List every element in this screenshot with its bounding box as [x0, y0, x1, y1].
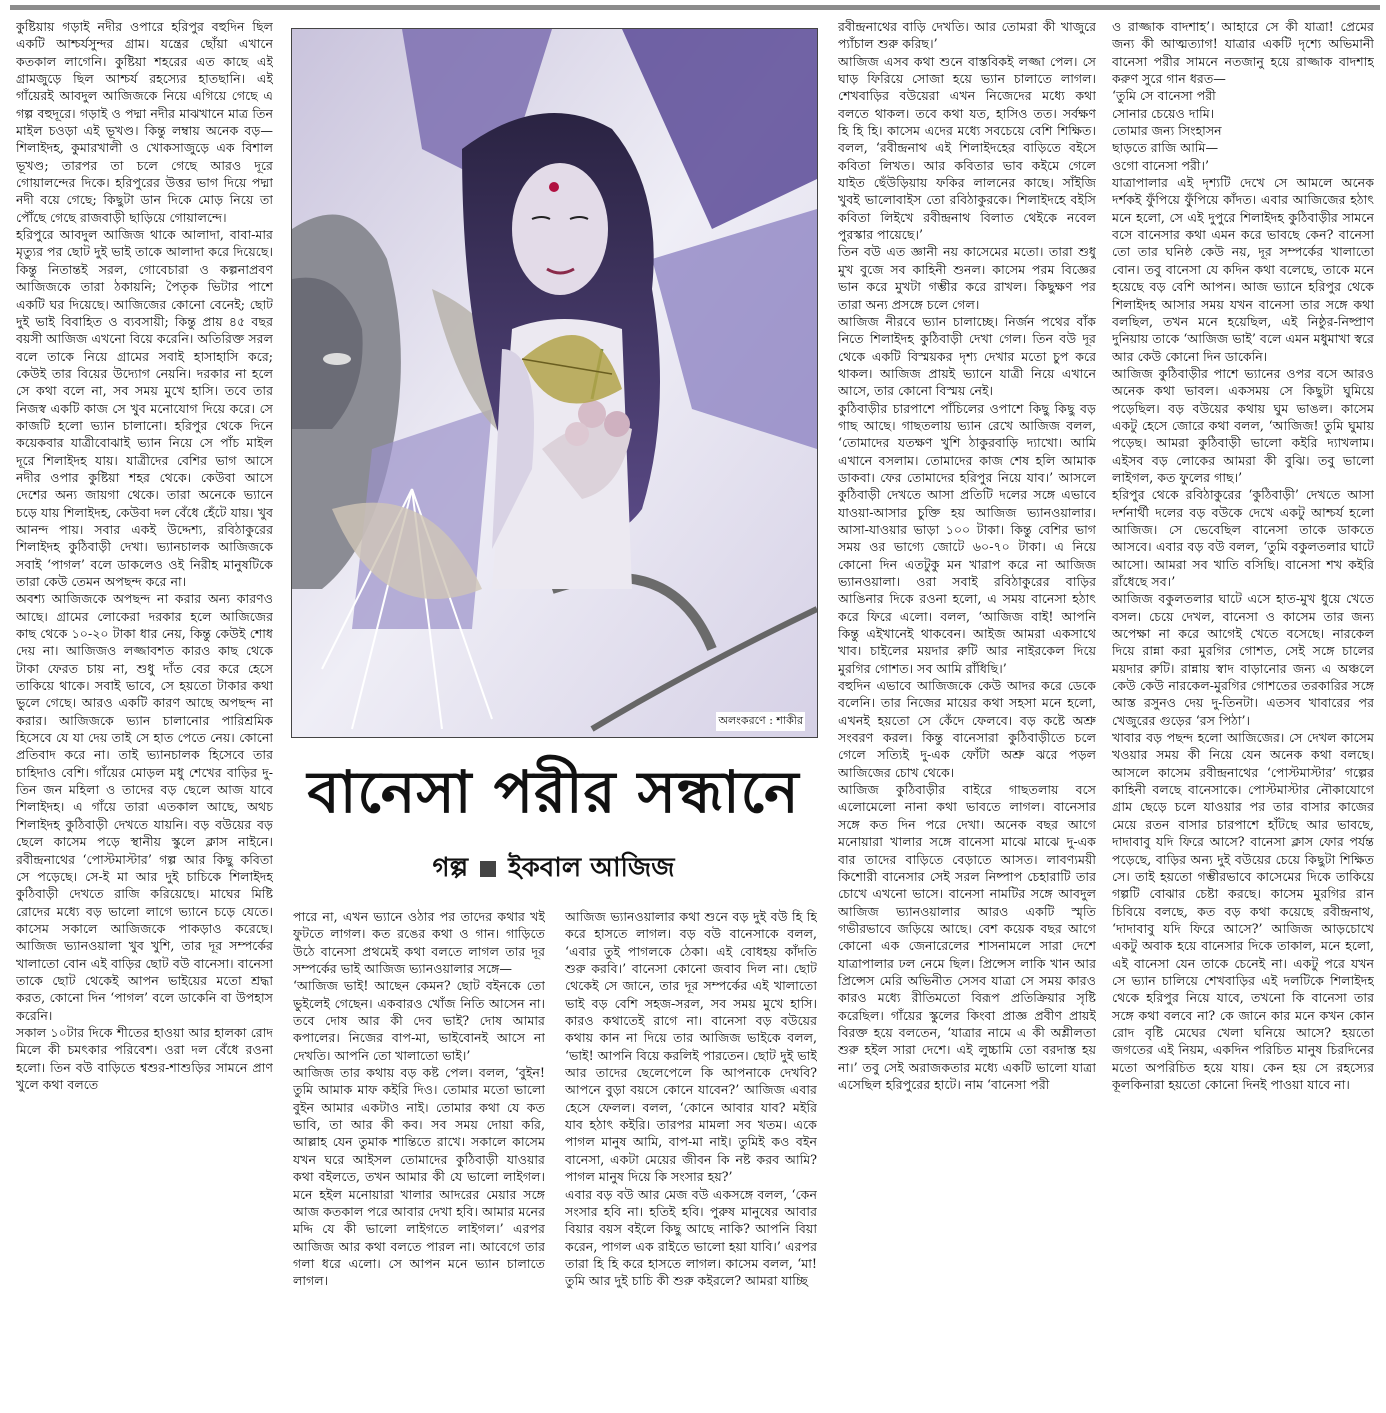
paragraph: কুঠিবাড়ীর চারপাশে পাঁচিলের ওপাশে কিছু কিছু বড় গাছ আছে। গাছতলায় ভ্যান রেখে আজিজ বলল, ‘তোমাদের যতক্ষণ খুশি ঠাকুরবাড়ি দ্যাখো। আমি এখানে বসলাম। তোমাদের কাজ শেষ হলি আমাক ডাকবা। ফের তোমাদের হরিপুর নিয়ে যাব।’ আসলে কুঠিবাড়ী দেখতে আসা প্রতিটি দলের সঙ্গে এভাবে যাওয়া-আসার চুক্তি হয় আজিজ ভ্যানওয়ালার। আসা-যাওয়ার ভাড়া ১০০ টাকা। কিন্তু বেশির ভাগ সময় ওর ভাগ্যে জোটে ৬০-৭০ টাকা। এ নিয়ে কোনো দিন এতটুকু মন খারাপ করে না আজিজ ভ্যানওয়ালা। ওরা সবাই রবিঠাকুরের বাড়ির আঙিনার দিকে রওনা হলো, এ সময় বানেসা হঠাৎ করে ফিরে এলো। বলল, ‘আজিজ বাই! আপনি কিন্তু এইখানেই থাকবেন। আইজ আমরা একসাথে খাব। চাইলের ময়দার রুটি আর নাইরকেল দিয়ে মুরগির গোশত। সব আমি রাঁধিছি।’: [838, 400, 1096, 676]
paragraph: ও রাজ্জাক বাদশাহ’। আহারে সে কী যাত্রা! প্রেমের জন্য কী আত্মত্যাগ! যাত্রার একটি দৃশ্যে অভিমানী বানেসা পরীর সামনে নতজানু হয়ে রাজ্জাক বাদশাহ করুণ সুরে গান ধরত—: [1112, 19, 1374, 87]
paragraph: আজিজ কুঠিবাড়ীর পাশে ভ্যানের ওপর বসে আরও অনেক কথা ভাবল। একসময় সে কিছুটা ঘুমিয়ে পড়েছিল। বড় বউয়ের কথায় ঘুম ভাঙল। কাসেম একটু হেসে জোরে কথা বলল, ‘আজিজ! তুমি ঘুমায় পড়েছ। আমরা কুঠিবাড়ী ভালো কইরি দ্যাখলাম। এইসব বড় লোকের আমরা কী বুঝি। তবু ভালো লাইগল, কত ফুলের গাছ।’: [1112, 365, 1374, 485]
story-author: ইকবাল আজিজ: [508, 853, 675, 883]
paragraph: রবীন্দ্রনাথের বাড়ি দেখতি। আর তোমরা কী খাজুরে প্যাঁচাল শুরু করিছ।’: [838, 19, 1096, 52]
paragraph: আজিজ ভ্যানওয়ালার কথা শুনে বড় দুই বউ হি হি করে হাসতে লাগল। বড় বউ বানেসাকে বলল, ‘এবার তুই পাগলকে ঠেকা। এই বোধহয় কাঁদতি শুরু করবি।’ বানেসা কোনো জবাব দিল না। ছোট থেকেই সে জানে, তার দূর সম্পর্কের এই খালাতো ভাই বড় বেশি সহজ-সরল, সব সময় মুখে হাসি। কারও কথাতেই রাগে না। বানেসা বড় বউয়ের কথায় কান না দিয়ে তার আজিজ ভাইকে বলল, ‘ভাই! আপনি বিয়ে করলিই পারতেন। ছোট দুই ভাই আর তাদের ছেলেপেলে কি আপনাকে দেখবি? আপনে বুড়া বয়সে কোনে যাবেন?’ আজিজ এবার হেসে ফেলল। বলল, ‘কোনে আবার যাব? মইরি যাব হঠাৎ কইরি। তারপর মামলা সব খতম। একে পাগল মানুষ আমি, বাপ-মা নাই। তুমিই কও বইন বানেসা, একটা মেয়ের জীবন কি নষ্ট করব আমি? পাগল মানুষ দিয়ে কি সংসার হয়?’: [565, 909, 817, 1185]
paragraph: সোনার চেয়েও দামি।: [1112, 105, 1215, 121]
story-illustration: [291, 28, 818, 738]
paragraph: তিন বউ এত জ্ঞানী নয় কাসেমের মতো। তারা শুধু মুখ বুজে সব কাহিনী শুনল। কাসেম পরম বিজ্ঞের ভান করে মুখটা গম্ভীর করে রাখল। কিছুক্ষণ পর তারা অন্য প্রসঙ্গে চলে গেল।: [838, 244, 1096, 312]
paragraph: আজিজ বকুলতলার ঘাটে এসে হাত-মুখ ধুয়ে খেতে বসল। চেয়ে দেখল, বানেসা ও কাসেম তার জন্য অপেক্ষা না করে আগেই খেতে বসেছে। নারকেল দিয়ে রান্না করা মুরগির গোশত, সেই সঙ্গে চালের ময়দার রুটি। রান্নায় স্বাদ বাড়ানোর জন্য এ অঞ্চলে কেউ কেউ নারকেল-মুরগির গোশতের তরকারির সঙ্গে আস্ত রসুনও দেয় দু-তিনটা। এতসব খাবারের পর খেজুরের গুড়ের ‘রস পিঠা’।: [1112, 591, 1374, 728]
paragraph: কুষ্টিয়ায় গড়াই নদীর ওপারে হরিপুর বহুদিন ছিল একটি আশ্চর্যসুন্দর গ্রাম। যন্ত্রের ছোঁয়া এখানে কতকাল লাগেনি। কুষ্টিয়া শহরের এত কাছে এই গ্রামজুড়ে ছিল আশ্চর্য রহস্যের হাতছানি। এই গাঁয়েরই আবদুল আজিজকে নিয়ে এগিয়ে গেছে এ গল্প বহুদূরে। গড়াই ও পদ্মা নদীর মাঝখানে মাত্র তিন মাইল চওড়া এই ভূখণ্ড। কিন্তু লম্বায় অনেক বড়— শিলাইদহ, কুমারখালী ও খোকসাজুড়ে এক বিশাল ভূখণ্ড; তারপর তা চলে গেছে আরও দূরে গোয়ালন্দের দিকে। হরিপুরের উত্তর ভাগ দিয়ে পদ্মা নদী বয়ে গেছে; কিছুটা ডান দিকে মোড় নিয়ে তা পৌঁছে গেছে রাজবাড়ী ছাড়িয়ে গোয়ালন্দে।: [16, 19, 273, 225]
paragraph: তোমার জন্য সিংহাসন: [1112, 123, 1222, 139]
paragraph: আজিজ এসব কথা শুনে বাস্তবিকই লজ্জা পেল। সে ঘাড় ফিরিয়ে সোজা হয়ে ভ্যান চালাতে লাগল। শেখবাড়ির বউয়েরা এখন নিজেদের মধ্যে কথা বলতে থাকল। তবে কথা যত, হাসিও তত। সর্বক্ষণ হি হি হি। কাসেম এদের মধ্যে সবচেয়ে বেশি শিক্ষিত। বলল, ‘রবীন্দ্রনাথ এই শিলাইদহের বাড়িতে বইসে কবিতা লিখত। আর কবিতার ভাব কইমে গেলে যাইত ছেঁউড়িয়ায় ফকির লালনের কাছে। সাঁইজি খুবই ভালোবাইস তো রবিঠাকুরকে। শিলাইদহে বইসি কবিতা লিইখে রবীন্দ্রনাথ বিলাত থেইকে নবেল পুরস্কার পায়েছে।’: [838, 53, 1096, 243]
text-column-1: [16, 18, 273, 1406]
illustration-artwork: [292, 29, 817, 737]
paragraph: সকাল ১০টার দিকে শীতের হাওয়া আর হালকা রোদ মিলে কী চমৎকার পরিবেশ। ওরা দল বেঁধে রওনা হলো। তিন বউ বাড়িতে শ্বশুর-শাশুড়ির সামনে প্রাণ খুলে কথা বলতে: [16, 1024, 273, 1092]
text-column-3: [565, 908, 817, 1406]
paragraph: ওগো বানেসা পরী।’: [1112, 157, 1210, 173]
story-byline: [291, 848, 816, 888]
text-column-5: [1112, 18, 1374, 1406]
paragraph: ছাড়তে রাজি আমি—: [1112, 140, 1219, 156]
paragraph: হরিপুর থেকে রবিঠাকুরের ‘কুঠিবাড়ী’ দেখতে আসা দর্শনার্থী দলের বড় বউকে দেখে একটু আশ্চর্য হলো আজিজ। সে ভেবেছিল বানেসা তাকে ডাকতে আসবে। এবার বড় বউ বলল, ‘তুমি বকুলতলার ঘাটে আসো। আমরা সব খাতি বসিছি। বানেসা শখ কইরি রাঁধেছে সব।’: [1112, 487, 1374, 589]
paragraph: পারে না, এখন ভ্যানে ওঠার পর তাদের কথার খই ফুটতে লাগল। কত রঙের কথা ও গান। গাড়িতে উঠে বানেসা প্রথমেই কথা বলতে লাগল তার দূর সম্পর্কের ভাই আজিজ ভ্যানওয়ালার সঙ্গে—: [293, 909, 545, 977]
story-genre: গল্প: [432, 853, 469, 883]
paragraph: অবশ্য আজিজকে অপছন্দ না করার অন্য কারণও আছে। গ্রামের লোকেরা দরকার হলে আজিজের কাছ থেকে ১০-২০ টাকা ধার নেয়, কিন্তু কেউই শোধ দেয় না। আজিজও লজ্জাবশত কারও কাছ থেকে টাকা ফেরত চায় না, শুধু দাঁত বের করে হেসে তাকিয়ে থাকে। সবাই ভাবে, সে হয়তো টাকার কথা ভুলে গেছে। আরও একটি কারণ আছে অপছন্দ না করার। আজিজকে ভ্যান চালানোর পারিশ্রমিক হিসেবে যে যা দেয় তাই সে হাত পেতে নেয়। কোনো প্রতিবাদ করে না। তাই ভ্যানচালক হিসেবে তার চাহিদাও বেশি। গাঁয়ের মোড়ল মধু শেখের বাড়ির দু-তিন জন মহিলা ও তাদের বড় ছেলে আজ যাবে শিলাইদহ। এ গাঁয়ে তারা এতকাল আছে, অথচ শিলাইদহ কুঠিবাড়ী দেখতে যায়নি। বড় বউয়ের বড় ছেলে কাসেম পড়ে স্থানীয় স্কুলে ক্লাস নাইনে। রবীন্দ্রনাথের ‘পোস্টমাস্টার’ গল্প আর কিছু কবিতা সে পড়েছে। সে-ই মা আর দুই চাচিকে শিলাইদহ কুঠিবাড়ী দেখতে রাজি করিয়েছে। মাঘের মিষ্টি রোদের মধ্যে বড় ভালো লাগে ভ্যানে চড়ে যেতে। কাসেম সকালে আজিজকে পাকড়াও করেছে। আজিজ ভ্যানওয়ালা খুব খুশি, তার দূর সম্পর্কের খালাতো বোন এই বাড়ির ছোট বউ বানেসা। বানেসা তাকে ছোট থেকেই আপন ভাইয়ের মতো শ্রদ্ধা করত, কোনো দিন ‘পাগল’ বলে ডাকেনি বা উপহাস করেনি।: [16, 591, 273, 1023]
paragraph: বহুদিন এভাবে আজিজকে কেউ আদর করে ডেকে বলেনি। তার নিজের মায়ের কথা সহসা মনে হলো, এখনই হয়তো সে কেঁদে ফেলবে। বড় কষ্টে অশ্রু সংবরণ করল। কিন্তু বানেসারা কুঠিবাড়ীতে চলে গেলে সত্যিই দু-এক ফোঁটা অশ্রু ঝরে পড়ল আজিজের চোখ থেকে।: [838, 678, 1096, 780]
text-column-2: [293, 908, 545, 1406]
paragraph: আজিজ নীরবে ভ্যান চালাচ্ছে। নির্জন পথের বাঁক নিতে শিলাইদহ কুঠিবাড়ী দেখা গেল। তিন বউ দূর থেকে একটি বিস্ময়কর দৃশ্য দেখার মতো চুপ করে থাকল। আজিজ প্রায়ই ভ্যানে যাত্রী নিয়ে এখানে আসে, তার কোনো বিস্ময় নেই।: [838, 313, 1096, 399]
paragraph: আজিজ তার কথায় বড় কষ্ট পেল। বলল, ‘বুইন! তুমি আমাক মাফ কইরি দিও। তোমার মতো ভালো বুইন আমার একটাও নাই। তোমার কথা যে কত ভাবি, তা আর কী কব। সব সময় দোয়া করি, আল্লাহ যেন তুমাক শান্তিতে রাখে। সকালে কাসেম যখন ঘরে আইসল তোমাদের কুঠিবাড়ী যাওয়ার কথা বইলতে, তখন আমার কী যে ভালো লাইগল। মনে হইল মনোয়ারা খালার আদরের মেয়ার সঙ্গে আজ কতকাল পরে আবার দেখা হবি। আমার মনের মদ্দি যে কী ভালো লাইগতে লাইগল।’ এরপর আজিজ আর কথা বলতে পারল না। আবেগে তার গলা ধরে এলো। সে আপন মনে ভ্যান চালাতে লাগল।: [293, 1065, 545, 1289]
story-headline: বানেসা পরীর সন্ধানে: [307, 758, 800, 826]
paragraph: হরিপুরে আবদুল আজিজ থাকে আলাদা, বাবা-মার মৃত্যুর পর ছোট দুই ভাই তাকে আলাদা করে দিয়েছে। কিন্তু নিতান্তই সরল, গোবেচারা ও কল্পনাপ্রবণ আজিজকে তারা ঠকায়নি; পৈতৃক ভিটার পাশে একটি ঘর দিয়েছে। আজিজের কোনো বেনেই; ছোট দুই ভাই বিবাহিত ও ব্যবসায়ী; কিন্তু প্রায় ৪৫ বছর বয়সী আজিজ এখনো বিয়ে করেনি। অতিরিক্ত সরল বলে তাকে নিয়ে গ্রামের সবাই হাসাহাসি করে; কেউই তার বিয়ের উদ্যোগ নেয়নি। দরকার না হলে সে কথা বলে না, সব সময় মুখে হাসি। তবে তার নিজস্ব একটি কাজ সে খুব মনোযোগ দিয়ে করে। সে কাজটি হলো ভ্যান চালানো। হরিপুর থেকে দিনে কয়েকবার যাত্রীবোঝাই ভ্যান নিয়ে সে পাঁচ মাইল দূরে শিলাইদহ যায়। যাত্রীদের বেশির ভাগ আসে নদীর ওপার কুষ্টিয়া শহর থেকে। কেউবা আসে দেশের অন্য জায়গা থেকে। তারা অনেকে ভ্যানে চড়ে যায় শিলাইদহ, কেউবা দল বেঁধে হেঁটে যায়। খুব আনন্দ পায়। সবার একই উদ্দেশ্য, রবিঠাকুরের শিলাইদহ কুঠিবাড়ী দেখা। ভ্যানচালক আজিজকে সবাই ‘পাগল’ বলে ডাকলেও ওই নিরীহ মানুষটিকে তারা কেউ তেমন অপছন্দ করে না।: [16, 227, 273, 589]
paragraph: যাত্রাপালার এই দৃশ্যটি দেখে সে আমলে অনেক দর্শকই ফুঁপিয়ে ফুঁপিয়ে কাঁদত। এবার আজিজের হঠাৎ মনে হলো, সে এই দুপুরে শিলাইদহ কুঠিবাড়ীর সামনে বসে বানেসার কথা এমন করে ভাবছে কেন? বানেসা তো তার ঘনিষ্ঠ কেউ নয়, দূর সম্পর্কের খালাতো বোন। তবু বানেসা যে কদিন কথা বলেছে, তাকে মনে হয়েছে বড় বেশি আপন। আজ ভ্যানে হরিপুর থেকে শিলাইদহ আসার সময় যখন বানেসা তার সঙ্গে কথা বলছিল, তখন মনে হয়েছিল, এই নিষ্ঠুর-নিষ্প্রাণ দুনিয়ায় তাকে ‘আজিজ ভাই’ বলে এমন মধুমাখা স্বরে আর কেউ কোনো দিন ডাকেনি।: [1112, 175, 1374, 364]
paragraph: আজিজ কুঠিবাড়ীর বাইরে গাছতলায় বসে এলোমেলো নানা কথা ভাবতে লাগল। বানেসার সঙ্গে কত দিন পরে দেখা। অনেক বছর আগে মনোয়ারা খালার সঙ্গে বানেসা মাঝে মাঝে দু-এক বার তাদের বাড়িতে বেড়াতে আসত। লাবণ্যময়ী কিশোরী বানেসার সেই সরল নিষ্পাপ চেহারাটি তার চোখে এখনো ভাসে। বানেসা নামটির সঙ্গে আবদুল আজিজ ভ্যানওয়ালার আরও একটি স্মৃতি গভীরভাবে জড়িয়ে আছে। বেশ কয়েক বছর আগে কোনো এক জেনারেলের শাসনামলে সারা দেশে যাত্রাপালার ঢল নেমে ছিল। প্রিন্সেস লাকি খান আর প্রিন্সেস মেরি অভিনীত সেসব যাত্রা সে সময় কারও কারও মধ্যে রীতিমতো বিরূপ প্রতিক্রিয়ার সৃষ্টি করেছিল। গাঁয়ের স্কুলের কিংবা প্রাজ্ঞ প্রবীণ প্রায়ই বিরক্ত হয়ে বলতেন, ‘যাত্রার নামে এ কী অশ্লীলতা শুরু হইল সারা দেশে। এই লুচ্চামি তো বরদাস্ত হয় না।’ তবু সেই অরাজকতার মধ্যে একটি ভালো যাত্রা এসেছিল হরিপুরের হাটে। নাম ‘বানেসা পরী: [838, 782, 1096, 1092]
paragraph: এবার বড় বউ আর মেজ বউ একসঙ্গে বলল, ‘কেন সংসার হবি না। হতিই হবি। পুরুষ মানুষের আবার বিয়ার বয়স বইলে কিছু আছে নাকি? আপনি বিয়া করেন, পাগল এক রাইতে ভালো হয়া যাবি।’ এরপর তারা হি হি করে হাসতে লাগল। কাসেম বলল, ‘মা! তুমি আর দুই চাচি কী শুরু কইরলে? আমরা যাচ্ছি: [565, 1186, 817, 1289]
separator-square-icon: [480, 861, 496, 877]
paragraph: খাবার বড় পছন্দ হলো আজিজের। সে দেখল কাসেম খওয়ার সময় কী নিয়ে যেন অনেক কথা বলছে। আসলে কাসেম রবীন্দ্রনাথের ‘পোস্টমাস্টার’ গল্পের কাহিনী বলছে বানেসাকে। পোস্টমাস্টার নৌকাযোগে গ্রাম ছেড়ে চলে যাওয়ার পর তার বাসার কাজের মেয়ে রতন বাসার চারপাশে হাঁটছে আর ভাবছে, দাদাবাবু যদি ফিরে আসে? বানেসা ক্লাস ফোর পর্যন্ত পড়েছে, বাড়ির অন্য দুই বউয়ের চেয়ে কিছুটা শিক্ষিত সে। তাই হয়তো গম্ভীরভাবে কাসেমের দিকে তাকিয়ে গল্পটি বোঝার চেষ্টা করছে। কাসেম মুরগির রান চিবিয়ে বলছে, কত বড় কথা কয়েছে রবীন্দ্রনাথ, ‘দাদাবাবু যদি ফিরে আসে?’ আজিজ আড়চোখে একটু অবাক হয়ে বানেসার দিকে তাকাল, মনে হলো, এই বানেসা যেন তাকে চেনেই না। একটু পরে যখন সে ভ্যান চালিয়ে শেখবাড়ির এই দলটিকে শিলাইদহ থেকে হরিপুর নিয়ে যাবে, তখনো কি বানেসা তার সঙ্গে কথা বলবে না? কে জানে কার মনে কখন কোন রোদ বৃষ্টি মেঘের খেলা ঘনিয়ে আসে? হয়তো জগতের এই নিয়ম, একদিন পরিচিত মানুষ চিরদিনের মতো অপরিচিত হয়ে যায়। কেন হয় সে রহস্যের কূলকিনারা হয়তো কোনো দিনই পাওয়া যাবে না।: [1112, 730, 1374, 1092]
illustration-credit: অলংকরণে : শাকীর: [716, 712, 805, 731]
top-rule: [10, 5, 1380, 10]
paragraph: ‘আজিজ ভাই! আছেন কেমন? ছোট বইনকে তো ভুইলেই গেছেন। একবারও খোঁজ নিতি আসেন না। তবে দোষ আর কী দেব ভাই? দোষ আমার কপালের। নিজের বাপ-মা, ভাইবোনই আসে না দেখতি। আপনি তো খালাতো ভাই।’: [293, 978, 545, 1063]
text-column-4: [838, 18, 1096, 1406]
paragraph: ‘তুমি সে বানেসা পরী: [1112, 88, 1216, 104]
